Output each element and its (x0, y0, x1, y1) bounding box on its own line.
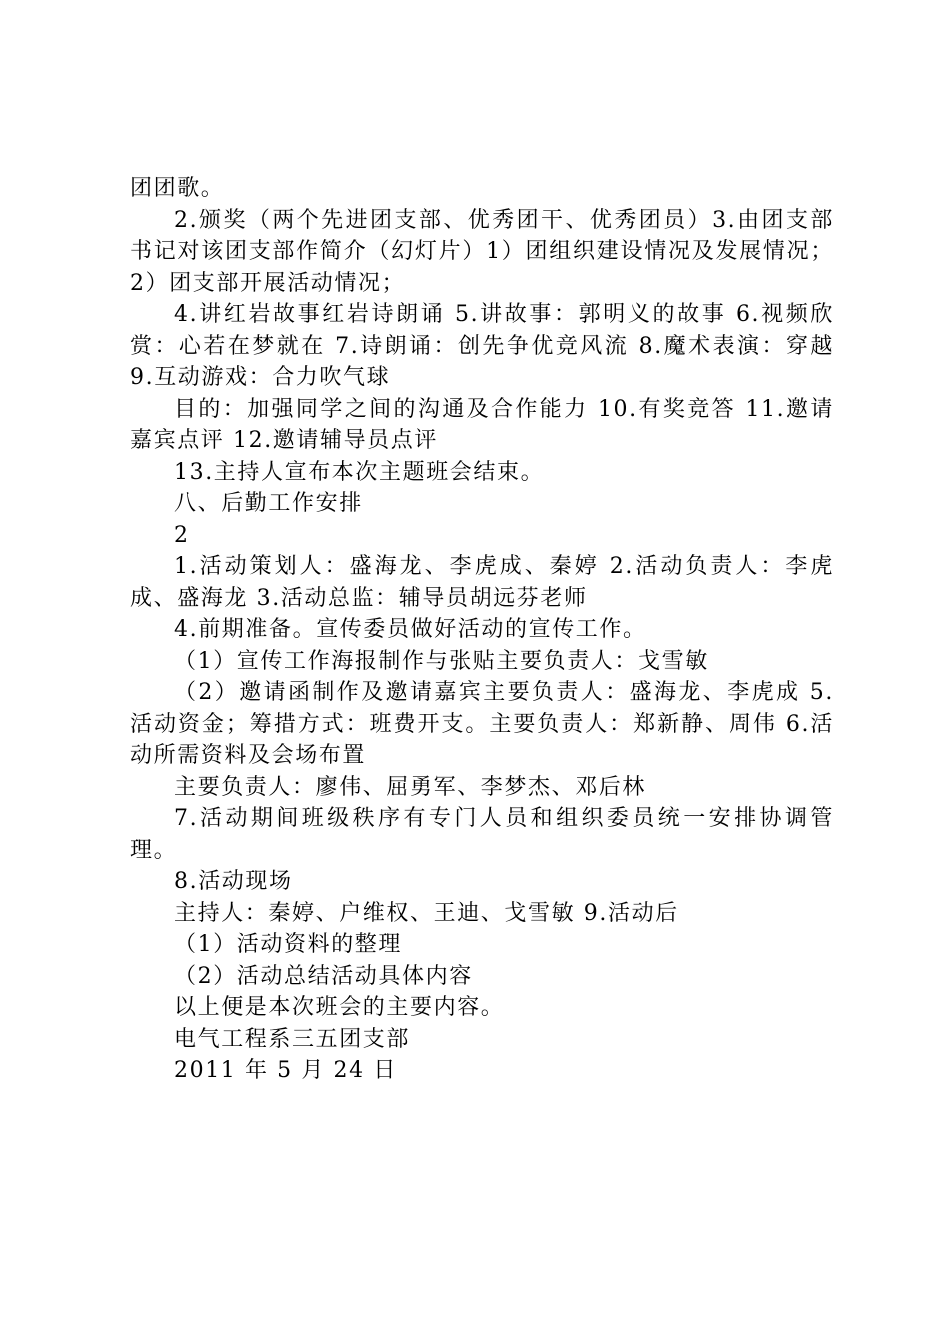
paragraph-hosts: 主持人：秦婷、户维权、王迪、戈雪敏 9.活动后 (174, 900, 679, 926)
paragraph-preparation: 4.前期准备。宣传委员做好活动的宣传工作。 (174, 617, 647, 642)
paragraph-award: 2.颁奖（两个先进团支部、优秀团干、优秀团员）3.由团支部书记对该团支部作简介（幻灯片）1）团组织建设情况及发展情况；2）团支部开展活动情况； (130, 207, 834, 296)
paragraph-order: 7.活动期间班级秩序有专门人员和组织委员统一安排协调管理。 (130, 806, 834, 863)
page-number: 2 (174, 522, 190, 548)
paragraph-invitation: （2）邀请函制作及邀请嘉宾主要负责人：盛海龙、李虎成 5.活动资金；筹措方式：班费开支。主要负责人：郑新静、周伟 6.活动所需资料及会场布置 (130, 680, 834, 768)
paragraph-purpose: 目的：加强同学之间的沟通及合作能力 10.有奖竞答 11.邀请嘉宾点评 12.邀请辅导员点评 (130, 396, 834, 453)
paragraph-materials: （1）活动资料的整理 (174, 932, 402, 957)
paragraph-conclusion: 以上便是本次班会的主要内容。 (174, 995, 505, 1020)
signature-date: 2011 年 5 月 24 日 (174, 1058, 397, 1083)
paragraph-poster: （1）宣传工作海报制作与张贴主要负责人：戈雪敏 (174, 648, 709, 674)
paragraph-venue: 8.活动现场 (174, 869, 293, 894)
paragraph-closing: 13.主持人宣布本次主题班会结束。 (174, 459, 545, 485)
signature-organization: 电气工程系三五团支部 (174, 1026, 411, 1052)
section-heading-logistics: 八、后勤工作安排 (174, 491, 363, 516)
paragraph-program: 4.讲红岩故事红岩诗朗诵 5.讲故事：郭明义的故事 6.视频欣赏：心若在梦就在 7.诗朗诵：创先争优竞风流 8.魔术表演：穿越 9.互动游戏：合力吹气球 (130, 302, 834, 390)
paragraph-summary: （2）活动总结活动具体内容 (174, 963, 473, 989)
paragraph-organizers: 1.活动策划人：盛海龙、李虎成、秦婷 2.活动负责人：李虎成、盛海龙 3.活动总监：辅导员胡远芬老师 (130, 554, 834, 611)
paragraph-responsible: 主要负责人：廖伟、屈勇军、李梦杰、邓后林 (174, 774, 647, 800)
document-body (130, 173, 834, 1087)
paragraph-song: 团团歌。 (130, 176, 225, 201)
